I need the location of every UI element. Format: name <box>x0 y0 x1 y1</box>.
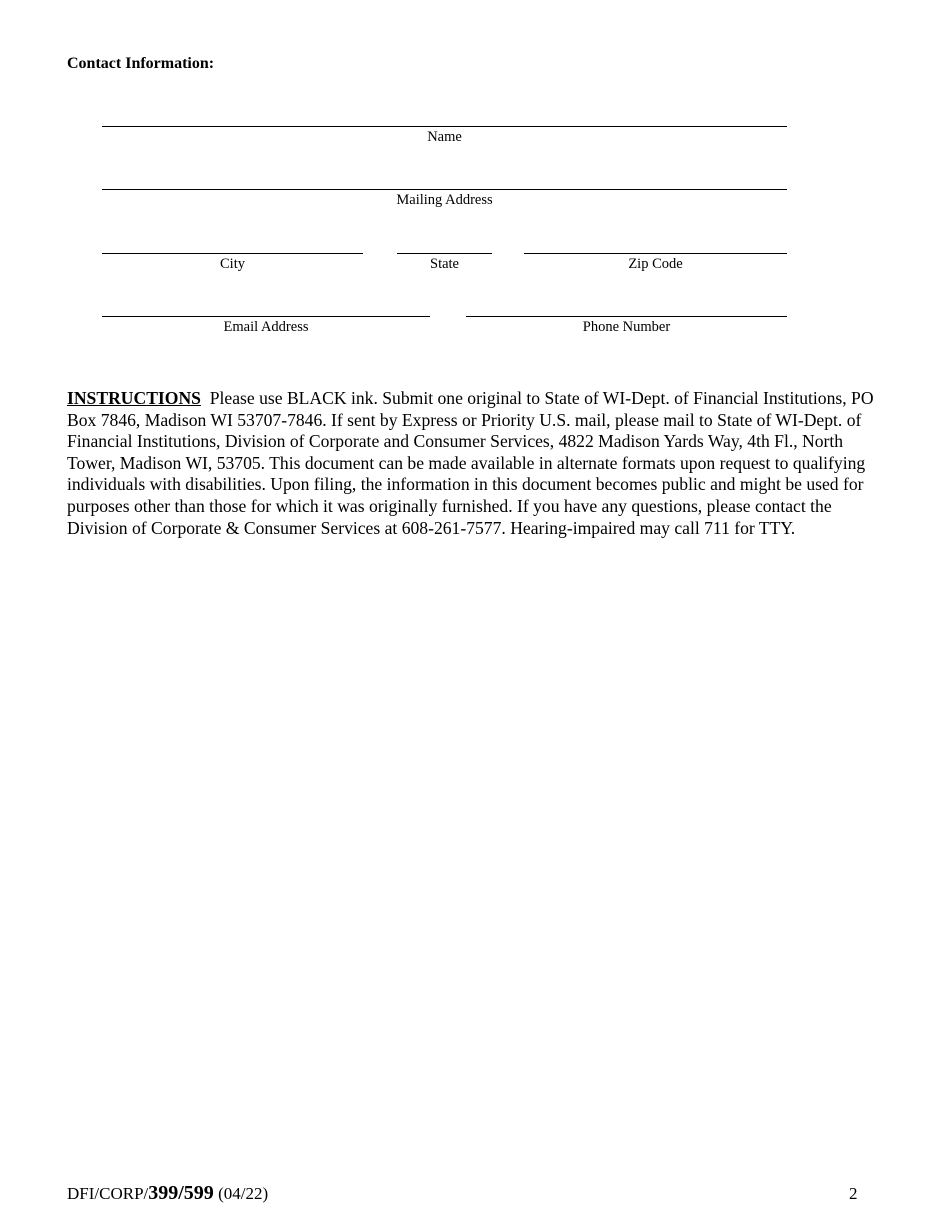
instructions-heading: INSTRUCTIONS <box>67 388 201 408</box>
form-identifier <box>67 1182 268 1205</box>
city-label: City <box>220 256 245 272</box>
zip-code-label: Zip Code <box>628 256 683 272</box>
instructions-paragraph <box>67 388 887 539</box>
zip-code-field[interactable] <box>524 253 787 272</box>
contact-information-heading: Contact Information: <box>67 55 215 72</box>
state-label: State <box>430 256 459 272</box>
email-address-label: Email Address <box>223 319 309 335</box>
form-prefix: DFI/CORP/ <box>67 1184 149 1203</box>
name-field[interactable] <box>102 126 787 145</box>
instructions-body: Please use BLACK ink. Submit one original to State of WI-Dept. of Financial Institutions, PO Box 7846, Madison WI 53707-7846. If sent by Express or Priority U.S. mail, please mail to State of WI-Dept. of Financial Institutions, Division of Corporate and Consumer Services, 4822 Madison Yards Way, 4th Fl., North Tower, Madison WI, 53705. This document can be made available in alternate formats upon request to qualifying individuals with disabilities. Upon filing, the information in this document becomes public and might be used for purposes other than those for which it was originally furnished. If you have any questions, please contact the Division of Corporate & Consumer Services at 608-261-7577. Hearing-impaired may call 711 for TTY. <box>67 388 874 538</box>
page-number: 2 <box>849 1184 858 1203</box>
phone-number-field[interactable] <box>466 316 787 335</box>
name-label: Name <box>427 129 462 145</box>
mailing-address-field[interactable] <box>102 189 787 208</box>
form-number: 399/599 <box>148 1182 214 1204</box>
email-address-field[interactable] <box>102 316 430 335</box>
mailing-address-label: Mailing Address <box>396 192 493 208</box>
city-field[interactable] <box>102 253 363 272</box>
phone-number-label: Phone Number <box>582 319 671 335</box>
state-field[interactable] <box>397 253 492 272</box>
form-date: (04/22) <box>218 1184 269 1203</box>
